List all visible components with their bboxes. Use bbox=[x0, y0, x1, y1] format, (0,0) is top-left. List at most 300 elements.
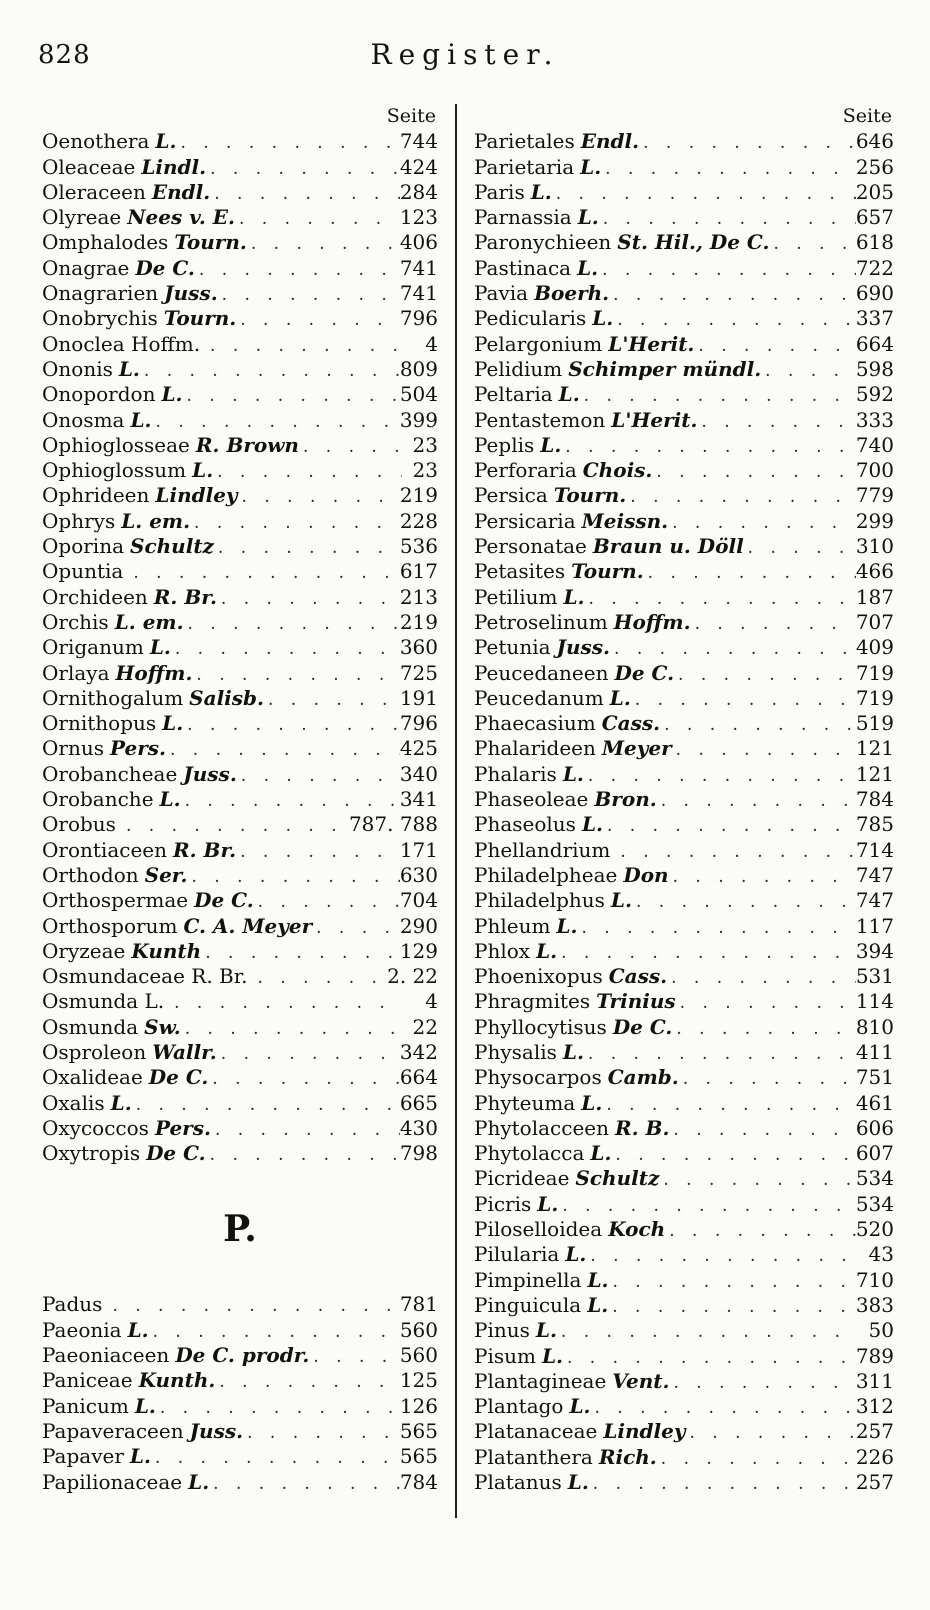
dot-leader bbox=[206, 334, 402, 359]
entry-page: 191 bbox=[399, 685, 438, 710]
entry-name: Orthosporum bbox=[42, 913, 178, 938]
entry-author: L. bbox=[130, 407, 152, 432]
entry-author: Nees v. E. bbox=[127, 205, 235, 230]
entry-name: Phellandrium bbox=[474, 837, 611, 862]
entry-name: Physocarpos bbox=[474, 1065, 602, 1090]
dot-leader bbox=[599, 207, 856, 232]
dot-leader bbox=[129, 561, 399, 586]
entry-page: 4 bbox=[425, 989, 438, 1014]
dot-leader bbox=[657, 1447, 856, 1472]
index-entry bbox=[42, 1065, 438, 1090]
index-entry bbox=[42, 838, 438, 863]
dot-leader bbox=[761, 359, 856, 384]
dot-leader bbox=[697, 410, 855, 435]
dot-leader bbox=[156, 1396, 400, 1421]
page-number: 828 bbox=[38, 40, 91, 70]
entry-page: 707 bbox=[855, 609, 894, 634]
entry-author: De C. bbox=[614, 660, 675, 685]
entry-author: R. B. bbox=[615, 1115, 670, 1140]
entry-author: De C. bbox=[146, 1141, 206, 1166]
entry-author: Juss. bbox=[556, 635, 611, 660]
entry-page: 617 bbox=[399, 559, 438, 584]
entry-name: Phragmites bbox=[474, 989, 591, 1014]
dot-leader bbox=[215, 1370, 399, 1395]
entry-name: Petasites bbox=[474, 559, 566, 584]
index-entry bbox=[474, 332, 894, 357]
index-entry bbox=[474, 838, 894, 863]
entry-author: L. bbox=[127, 1317, 149, 1342]
entry-page: 519 bbox=[855, 711, 894, 736]
index-entry bbox=[474, 1040, 894, 1065]
entry-name: Parietales bbox=[474, 129, 575, 154]
entry-name: Pisum bbox=[474, 1343, 536, 1368]
dot-leader bbox=[184, 612, 400, 637]
entry-author: Meyer bbox=[601, 736, 672, 761]
entry-name: Petunia bbox=[474, 635, 551, 660]
index-entry bbox=[474, 1192, 894, 1217]
entry-author: Cass. bbox=[601, 711, 661, 736]
entry-author: L. bbox=[535, 1318, 557, 1343]
entry-page: 2. 22 bbox=[387, 964, 438, 989]
index-entry bbox=[474, 610, 894, 635]
index-entry bbox=[42, 1318, 438, 1343]
entry-name: Pastinaca bbox=[474, 255, 572, 280]
entry-name: Ornithogalum bbox=[42, 685, 184, 710]
entry-name: Platanthera bbox=[474, 1444, 593, 1469]
entry-author: L. bbox=[565, 1242, 587, 1267]
index-entry bbox=[474, 1369, 894, 1394]
dot-leader bbox=[669, 865, 856, 890]
entry-author: L. bbox=[541, 1343, 563, 1368]
entry-name: Persicaria bbox=[474, 508, 576, 533]
entry-page: 121 bbox=[855, 736, 894, 761]
index-entry bbox=[42, 155, 438, 180]
index-entry bbox=[42, 914, 438, 939]
entry-name: Orthodon bbox=[42, 862, 139, 887]
entry-name: Onoclea Hoffm. bbox=[42, 331, 201, 356]
entry-author: Wallr. bbox=[152, 1039, 217, 1064]
entry-page: 466 bbox=[855, 559, 894, 584]
dot-leader bbox=[108, 1294, 399, 1319]
entry-author: Juss. bbox=[189, 1418, 244, 1443]
entry-page: 117 bbox=[855, 913, 894, 938]
index-entry bbox=[42, 129, 438, 154]
entry-name: Oxytropis bbox=[42, 1141, 141, 1166]
entry-author: Chois. bbox=[582, 458, 653, 483]
dot-leader bbox=[608, 1295, 856, 1320]
dot-leader bbox=[691, 612, 856, 637]
entry-name: Ophrys bbox=[42, 508, 116, 533]
dot-leader bbox=[563, 1346, 856, 1371]
entry-name: Orthospermae bbox=[42, 888, 189, 913]
index-entry bbox=[474, 483, 894, 508]
entry-page: 534 bbox=[855, 1191, 894, 1216]
dot-leader bbox=[140, 359, 400, 384]
seite-label: Seite bbox=[386, 105, 436, 127]
entry-page: 646 bbox=[855, 129, 894, 154]
running-head: Register. bbox=[370, 38, 560, 71]
entry-page: 719 bbox=[855, 685, 894, 710]
entry-author: Tourn. bbox=[553, 483, 627, 508]
index-entry bbox=[474, 1470, 894, 1495]
entry-author: Cass. bbox=[608, 964, 668, 989]
entry-author: L. bbox=[580, 154, 602, 179]
entry-page: 284 bbox=[399, 179, 438, 204]
dot-leader bbox=[652, 460, 855, 485]
entry-name: Opuntia bbox=[42, 559, 124, 584]
entry-page: 592 bbox=[855, 382, 894, 407]
index-entry bbox=[42, 483, 438, 508]
entry-author: L. bbox=[569, 1394, 591, 1419]
entry-name: Plantago bbox=[474, 1394, 564, 1419]
dot-leader bbox=[584, 764, 856, 789]
index-entry bbox=[42, 939, 438, 964]
entry-page: 23 bbox=[412, 432, 438, 457]
dot-leader bbox=[206, 157, 400, 182]
dot-leader bbox=[557, 1320, 858, 1345]
entry-name: Orchis bbox=[42, 609, 109, 634]
entry-name: Pilularia bbox=[474, 1242, 560, 1267]
dot-leader bbox=[206, 1143, 400, 1168]
index-entry bbox=[474, 711, 894, 736]
entry-author: L. bbox=[129, 1444, 151, 1469]
entry-page: 213 bbox=[399, 584, 438, 609]
entry-author: De C. bbox=[135, 255, 195, 280]
entry-page: 256 bbox=[855, 154, 894, 179]
entry-name: Pentastemon bbox=[474, 407, 606, 432]
entry-name: Paeonia bbox=[42, 1317, 122, 1342]
index-entry bbox=[42, 357, 438, 382]
dot-leader bbox=[209, 1472, 400, 1497]
entry-name: Oenothera bbox=[42, 129, 150, 154]
entry-page: 741 bbox=[399, 255, 438, 280]
entry-author: Koch bbox=[608, 1217, 666, 1242]
entry-page: 784 bbox=[855, 787, 894, 812]
entry-page: 607 bbox=[855, 1141, 894, 1166]
index-entry bbox=[42, 1141, 438, 1166]
index-entry bbox=[42, 306, 438, 331]
entry-author: L. bbox=[590, 1141, 612, 1166]
dot-leader bbox=[171, 637, 400, 662]
entry-page: 425 bbox=[399, 736, 438, 761]
entry-author: Meissn. bbox=[581, 508, 669, 533]
dot-leader bbox=[665, 1219, 856, 1244]
entry-author: St. Hil., De C. bbox=[617, 230, 770, 255]
entry-name: Philadelphus bbox=[474, 888, 605, 913]
index-entry bbox=[42, 762, 438, 787]
dot-leader bbox=[235, 207, 400, 232]
entry-page: 710 bbox=[855, 1267, 894, 1292]
dot-leader bbox=[182, 384, 399, 409]
entry-page: 536 bbox=[399, 534, 438, 559]
entry-page: 342 bbox=[399, 1039, 438, 1064]
entry-page: 360 bbox=[399, 635, 438, 660]
dot-leader bbox=[236, 308, 400, 333]
entry-name: Petroselinum bbox=[474, 609, 608, 634]
entry-name: Origanum bbox=[42, 635, 144, 660]
entry-page: 534 bbox=[855, 1166, 894, 1191]
entry-author: L. bbox=[556, 913, 578, 938]
index-entry bbox=[474, 433, 894, 458]
index-entry bbox=[42, 332, 438, 357]
entry-author: L. bbox=[159, 787, 181, 812]
dot-leader bbox=[613, 308, 856, 333]
entry-page: 22 bbox=[412, 1014, 438, 1039]
entry-page: 126 bbox=[399, 1393, 438, 1418]
entry-author: L'Herit. bbox=[611, 407, 698, 432]
dot-leader bbox=[602, 1093, 856, 1118]
index-entry bbox=[474, 357, 894, 382]
dot-leader bbox=[187, 865, 399, 890]
entry-page: 740 bbox=[855, 432, 894, 457]
entry-page: 810 bbox=[855, 1014, 894, 1039]
entry-page: 129 bbox=[399, 938, 438, 963]
dot-leader bbox=[601, 157, 856, 182]
entry-author: L. bbox=[110, 1090, 132, 1115]
index-entry bbox=[474, 534, 894, 559]
dot-leader bbox=[669, 1118, 855, 1143]
entry-page: 4 bbox=[425, 331, 438, 356]
entry-author: Schimper mündl. bbox=[568, 356, 762, 381]
index-entry bbox=[474, 635, 894, 660]
dot-leader bbox=[299, 435, 402, 460]
index-entry bbox=[474, 812, 894, 837]
index-entry bbox=[42, 509, 438, 534]
dot-leader bbox=[586, 1244, 858, 1269]
entry-author: R. Br. bbox=[173, 837, 237, 862]
index-entry bbox=[42, 661, 438, 686]
entry-author: L. em. bbox=[114, 609, 184, 634]
index-entry bbox=[42, 1116, 438, 1141]
entry-page: 114 bbox=[855, 989, 894, 1014]
dot-leader bbox=[238, 485, 400, 510]
index-entry bbox=[474, 1091, 894, 1116]
dot-leader bbox=[253, 966, 387, 991]
dot-leader bbox=[208, 1067, 399, 1092]
entry-author: Tourn. bbox=[163, 306, 237, 331]
entry-page: 747 bbox=[855, 862, 894, 887]
entry-page: 664 bbox=[399, 1065, 438, 1090]
entry-name: Onagrarien bbox=[42, 281, 159, 306]
entry-author: Pers. bbox=[109, 736, 166, 761]
index-entry bbox=[474, 180, 894, 205]
entry-author: L. bbox=[567, 1470, 589, 1495]
dot-leader bbox=[213, 460, 402, 485]
column-divider bbox=[455, 104, 457, 1518]
entry-name: Papaveraceen bbox=[42, 1418, 184, 1443]
index-entry bbox=[42, 736, 438, 761]
entry-name: Perforaria bbox=[474, 458, 577, 483]
entry-author: L. bbox=[161, 382, 183, 407]
entry-author: Pers. bbox=[154, 1115, 211, 1140]
entry-name: Orchideen bbox=[42, 584, 148, 609]
dot-leader bbox=[632, 890, 856, 915]
index-entry bbox=[42, 585, 438, 610]
entry-author: L. bbox=[540, 432, 562, 457]
entry-name: Phytolacceen bbox=[474, 1115, 609, 1140]
seite-label: Seite bbox=[842, 105, 892, 127]
dot-leader bbox=[657, 789, 856, 814]
dot-leader bbox=[660, 713, 856, 738]
entry-name: Panicum bbox=[42, 1393, 129, 1418]
index-entry bbox=[474, 458, 894, 483]
entry-name: Phytolacca bbox=[474, 1141, 585, 1166]
entry-page: 665 bbox=[399, 1090, 438, 1115]
entry-author: Hoffm. bbox=[115, 660, 193, 685]
index-entry bbox=[42, 382, 438, 407]
index-entry bbox=[42, 888, 438, 913]
entry-name: Paronychieen bbox=[474, 230, 612, 255]
entry-page: 719 bbox=[855, 660, 894, 685]
index-entry bbox=[42, 1343, 438, 1368]
dot-leader bbox=[608, 1270, 855, 1295]
entry-name: Ornus bbox=[42, 736, 104, 761]
entry-author: Salisb. bbox=[189, 685, 264, 710]
entry-name: Parietaria bbox=[474, 154, 575, 179]
entry-name: Orobanche bbox=[42, 787, 154, 812]
dot-leader bbox=[170, 991, 402, 1016]
dot-leader bbox=[264, 688, 400, 713]
index-entry bbox=[474, 1318, 894, 1343]
index-list-right bbox=[474, 129, 894, 1495]
index-entry bbox=[474, 382, 894, 407]
entry-author: L. bbox=[188, 1469, 210, 1494]
entry-page: 409 bbox=[855, 635, 894, 660]
index-entry bbox=[474, 914, 894, 939]
entry-page: 714 bbox=[855, 837, 894, 862]
entry-page: 785 bbox=[855, 812, 894, 837]
entry-name: Osproleon bbox=[42, 1039, 147, 1064]
entry-page: 23 bbox=[412, 458, 438, 483]
dot-leader bbox=[589, 1472, 856, 1497]
dot-leader bbox=[611, 1143, 855, 1168]
index-entry bbox=[42, 1368, 438, 1393]
index-entry bbox=[474, 1015, 894, 1040]
entry-name: Physalis bbox=[474, 1039, 557, 1064]
index-entry bbox=[42, 281, 438, 306]
entry-page: 664 bbox=[855, 331, 894, 356]
entry-author: Endl. bbox=[580, 129, 640, 154]
index-entry bbox=[474, 686, 894, 711]
entry-page: 744 bbox=[399, 129, 438, 154]
entry-page: 333 bbox=[855, 407, 894, 432]
entry-page: 565 bbox=[399, 1444, 438, 1469]
left-column bbox=[42, 104, 438, 1495]
index-entry bbox=[474, 1445, 894, 1470]
dot-leader bbox=[679, 1067, 856, 1092]
entry-page: 798 bbox=[399, 1141, 438, 1166]
entry-author: C. A. Meyer bbox=[183, 913, 313, 938]
index-entry bbox=[474, 1141, 894, 1166]
entry-name: Piloselloidea bbox=[474, 1217, 603, 1242]
index-entry bbox=[474, 205, 894, 230]
entry-page: 722 bbox=[855, 255, 894, 280]
index-entry bbox=[474, 559, 894, 584]
dot-leader bbox=[217, 1042, 400, 1067]
entry-name: Papaver bbox=[42, 1444, 124, 1469]
dot-leader bbox=[644, 561, 856, 586]
entry-author: L. bbox=[162, 711, 184, 736]
entry-page: 809 bbox=[399, 356, 438, 381]
entry-author: Kunth bbox=[131, 938, 202, 963]
index-entry bbox=[42, 458, 438, 483]
index-entry bbox=[474, 1217, 894, 1242]
entry-author: L. bbox=[577, 255, 599, 280]
entry-name: Phoenixopus bbox=[474, 964, 603, 989]
entry-page: 228 bbox=[399, 508, 438, 533]
entry-name: Ophioglossum bbox=[42, 458, 187, 483]
index-entry bbox=[42, 812, 438, 837]
index-entry bbox=[474, 762, 894, 787]
entry-author: Vent. bbox=[612, 1368, 670, 1393]
dot-leader bbox=[667, 966, 856, 991]
entry-author: Tourn. bbox=[174, 230, 247, 255]
entry-author: Schultz bbox=[575, 1166, 660, 1191]
entry-name: Peucedaneen bbox=[474, 660, 609, 685]
entry-name: Oporina bbox=[42, 534, 125, 559]
index-entry bbox=[474, 1242, 894, 1267]
entry-page: 787. 788 bbox=[348, 812, 438, 837]
entry-page: 219 bbox=[399, 609, 438, 634]
dot-leader bbox=[181, 1017, 402, 1042]
entry-author: L. bbox=[192, 458, 214, 483]
entry-name: Plantagineae bbox=[474, 1368, 607, 1393]
entry-author: L'Herit. bbox=[608, 331, 695, 356]
entry-page: 531 bbox=[855, 964, 894, 989]
index-entry bbox=[474, 585, 894, 610]
entry-name: Osmunda L. bbox=[42, 989, 165, 1014]
entry-page: 704 bbox=[399, 888, 438, 913]
entry-name: Orlaya bbox=[42, 660, 110, 685]
entry-name: Picrideae bbox=[474, 1166, 570, 1191]
dot-leader bbox=[210, 182, 400, 207]
dot-leader bbox=[669, 1371, 855, 1396]
entry-author: Lindl. bbox=[141, 154, 207, 179]
entry-author: R. Br. bbox=[153, 584, 217, 609]
entry-name: Olyreae bbox=[42, 205, 122, 230]
entry-page: 598 bbox=[855, 356, 894, 381]
index-entry bbox=[42, 408, 438, 433]
index-entry bbox=[474, 509, 894, 534]
index-entry bbox=[474, 1293, 894, 1318]
entry-author: L. bbox=[563, 584, 585, 609]
entry-name: Ophioglosseae bbox=[42, 432, 190, 457]
index-entry bbox=[474, 1394, 894, 1419]
entry-author: L. bbox=[609, 685, 631, 710]
entry-author: L. bbox=[581, 812, 603, 837]
entry-author: Lindley bbox=[155, 483, 238, 508]
dot-leader bbox=[236, 840, 400, 865]
entry-author: L. bbox=[530, 179, 552, 204]
entry-page: 504 bbox=[399, 382, 438, 407]
index-entry bbox=[474, 1268, 894, 1293]
entry-name: Persica bbox=[474, 483, 548, 508]
entry-page: 424 bbox=[399, 154, 438, 179]
entry-name: Orobancheae bbox=[42, 761, 178, 786]
entry-page: 430 bbox=[399, 1115, 438, 1140]
index-entry bbox=[42, 1015, 438, 1040]
entry-author: Juss. bbox=[183, 761, 237, 786]
entry-author: L. bbox=[581, 1090, 603, 1115]
entry-page: 125 bbox=[399, 1368, 438, 1393]
dot-leader bbox=[254, 890, 400, 915]
dot-leader bbox=[247, 232, 400, 257]
entry-page: 187 bbox=[855, 584, 894, 609]
entry-name: Onobrychis bbox=[42, 306, 158, 331]
dot-leader bbox=[584, 1042, 856, 1067]
index-entry bbox=[42, 180, 438, 205]
index-entry bbox=[42, 433, 438, 458]
